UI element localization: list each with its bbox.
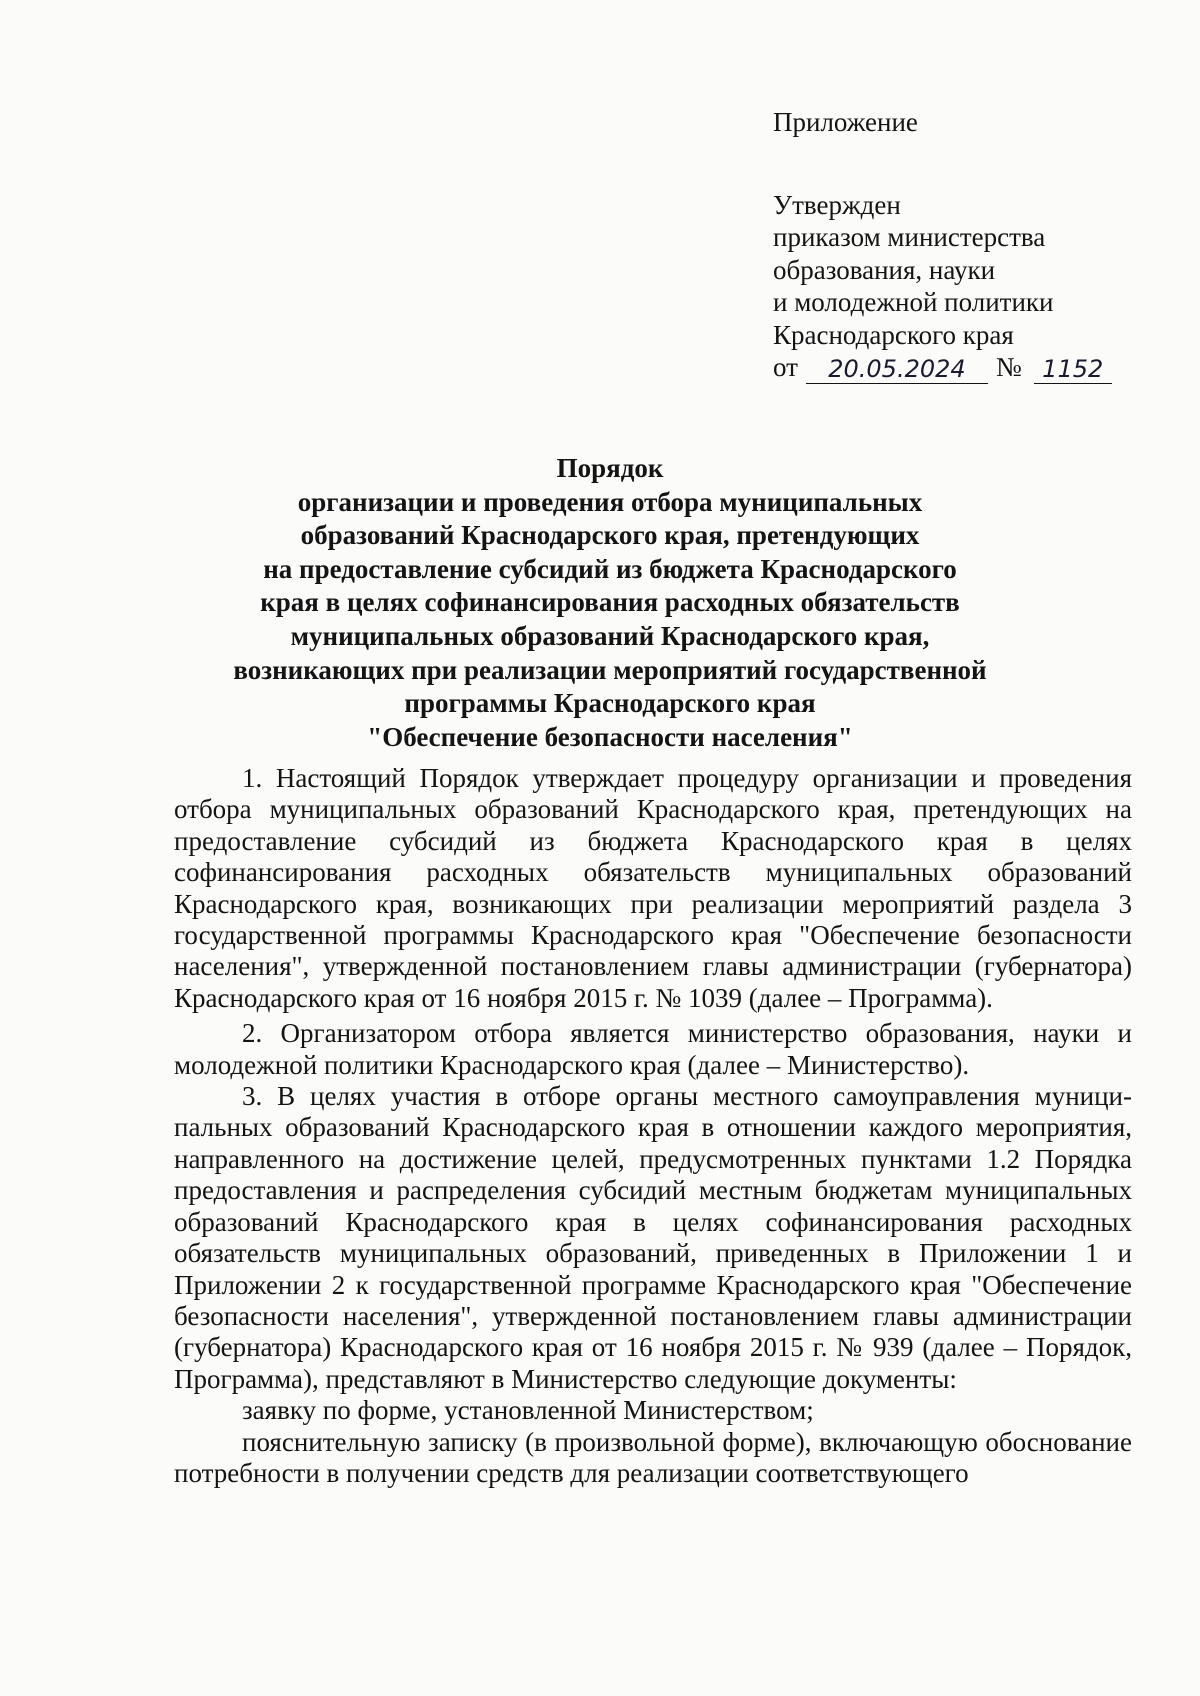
title-line: муниципальных образований Краснодарского края, (290, 620, 930, 651)
annex-label: Приложение (773, 107, 918, 137)
paragraph-item-explanatory-note: пояснительную записку (в произвольной форме), включающую обоснование потребности в получении средств для реализации соответствующего (174, 1426, 1132, 1488)
paragraph-2: 2. Организатором отбора является министерство образования, науки и молодежной политики Краснодарского края (далее – Министерство). (174, 1018, 1132, 1080)
title-line: на предоставление субсидий из бюджета Краснодарского (263, 553, 957, 584)
title-line: программы Краснодарского края (404, 688, 816, 719)
title-line: образований Краснодарского края, претендующих (300, 520, 920, 551)
approved-line: Утвержден (773, 189, 901, 220)
paragraph-item-application: заявку по форме, установленной Министерством; (242, 1395, 814, 1426)
date-prefix: от (773, 352, 798, 382)
approved-line: приказом министерства (773, 222, 1046, 252)
handwritten-date: 20.05.2024 (806, 355, 988, 384)
title-line: "Обеспечение безопасности населения" (367, 721, 853, 752)
paragraph-1: 1. Настоящий Порядок утверждает процедуру организации и проведения отбора муниципальных образований Краснодарского края, претендующих на предоставление субсидий из бюджета Краснодарского края в целях софинансирования расходных обязательств муниципальных образований Краснодарского края, возникающих при реализации мероприятий раздела 3 государственной программы Краснодарского края "Обеспечение безопасности населения", утвержденной постановлением главы администрации (губернатора) Краснодарского края от 16 ноября 2015 г. № 1039 (далее – Программа). (174, 763, 1132, 1013)
title-line: Порядок (556, 453, 664, 483)
approval-block (773, 106, 1173, 384)
approved-line: образования, науки (773, 254, 996, 285)
approved-line: Краснодарского края (773, 319, 1014, 350)
document-body (174, 763, 1132, 1489)
title-line: возникающих при реализации мероприятий государственной (233, 654, 987, 685)
order-date-number-line (773, 351, 1173, 384)
number-sign: № (995, 352, 1022, 382)
paragraph-3: 3. В целях участия в отборе органы местного самоуправления муниципальных образований Краснодарского края в отношении каждого мероприятия, направленного на достижение целей, предусмотренных пунктами 1.2 Порядка предоставления и распределения субсидий местным бюджетам муниципальных образований Краснодарского края в целях софинансирования расходных обязательств муниципальных образований, приведенных в Приложении 1 и Приложении 2 к государственной программе Краснодарского края "Обеспечение безопасности населения", утвержденной постановлением главы администрации (губернатора) Краснодарского края от 16 ноября 2015 г. № 939 (далее – Порядок, Программа), представляют в Министерство следующие документы: (174, 1081, 1132, 1394)
title-line: организации и проведения отбора муниципальных (297, 486, 923, 517)
title-line: края в целях софинансирования расходных обязательств (260, 587, 960, 618)
handwritten-number: 1152 (1034, 355, 1112, 384)
approved-line: и молодежной политики (773, 287, 1054, 317)
document-title (170, 452, 1050, 754)
